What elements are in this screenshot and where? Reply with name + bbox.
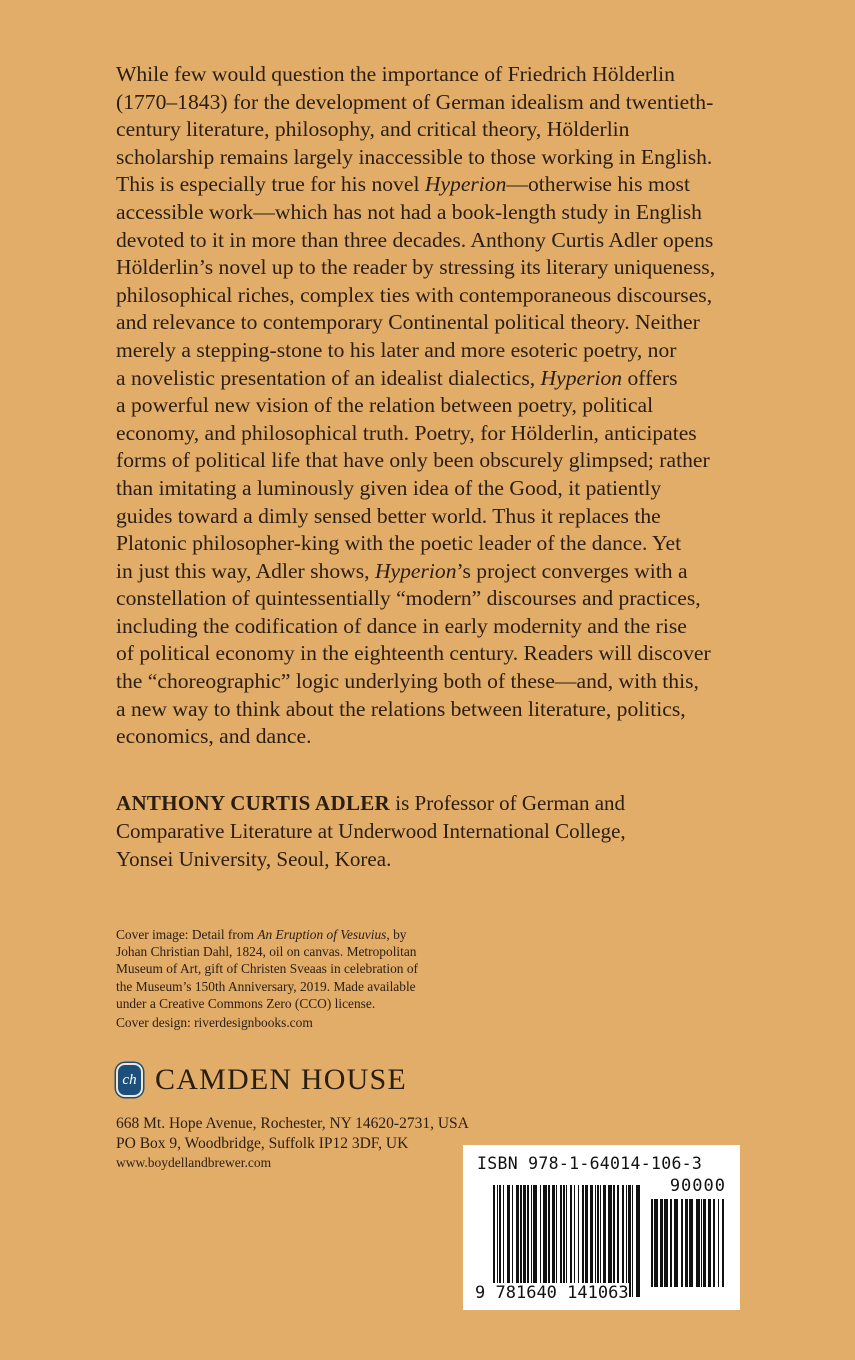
barcode-bar <box>503 1185 504 1297</box>
italic-title: Hyperion <box>374 558 457 583</box>
bio-text: is Professor of German and <box>390 791 626 815</box>
description-line <box>116 282 715 310</box>
barcode-bar <box>597 1185 599 1297</box>
text-segment: than imitating a luminously given idea of the Good, it patiently <box>116 475 662 500</box>
description-line <box>116 447 715 475</box>
digit-group: 141063 <box>567 1283 629 1303</box>
barcode-digits <box>475 1283 629 1303</box>
description-line <box>116 309 715 337</box>
barcode-bar <box>701 1199 702 1287</box>
text-segment: a powerful new vision of the relation between poetry, political <box>116 393 654 418</box>
description-line <box>116 420 715 448</box>
barcode-bar <box>685 1199 688 1287</box>
description-line <box>116 530 715 558</box>
isbn-barcode <box>463 1145 740 1310</box>
barcode-bar <box>600 1185 601 1297</box>
description-line <box>116 337 715 365</box>
barcode-bar <box>507 1185 510 1297</box>
bio-text: Yonsei University, Seoul, Korea. <box>116 847 392 871</box>
description-line <box>116 61 715 89</box>
description-line <box>116 696 715 724</box>
author-name: ANTHONY CURTIS ADLER <box>116 791 391 815</box>
italic-title: Hyperion <box>424 172 507 197</box>
text-segment: Hölderlin’s novel up to the reader by stressing its literary uniqueness, <box>116 255 716 280</box>
barcode-bar <box>556 1185 557 1297</box>
credit-text: the Museum’s 150th Anniversary, 2019. Made available <box>116 978 416 994</box>
text-segment: a novelistic presentation of an idealist dialectics, <box>116 365 541 390</box>
barcode-bar <box>497 1185 498 1297</box>
text-segment: While few would question the importance of Friedrich Hölderlin <box>116 62 675 86</box>
description-line <box>116 144 715 172</box>
description-line <box>116 89 715 117</box>
description-line <box>116 392 715 420</box>
text-segment: ’s project converges with a <box>456 558 688 583</box>
barcode-bar <box>636 1185 640 1297</box>
barcode-bar <box>654 1199 658 1287</box>
barcode-bar <box>689 1199 693 1287</box>
address-line: 668 Mt. Hope Avenue, Rochester, NY 14620-2731, USA <box>116 1115 469 1132</box>
text-segment: Platonic philosopher-king with the poetic leader of the dance. Yet <box>116 531 682 556</box>
author-bio <box>116 789 626 873</box>
barcode-bar <box>523 1185 526 1297</box>
description-line <box>116 116 715 144</box>
text-segment: (1770–1843) for the development of German idealism and twentieth- <box>116 89 714 114</box>
lead-digit: 9 <box>475 1283 486 1303</box>
barcode-bar <box>499 1185 501 1297</box>
description-line <box>116 585 715 613</box>
description-line <box>116 254 715 282</box>
barcode-bar <box>574 1185 575 1297</box>
barcode-bar <box>628 1185 631 1297</box>
painting-title: An Eruption of Vesuvius <box>257 927 387 942</box>
barcode-bar <box>540 1185 541 1297</box>
text-segment: This is especially true for his novel <box>116 172 425 197</box>
text-segment: economics, and dance. <box>116 724 312 749</box>
text-segment: economy, and philosophical truth. Poetry, for Hölderlin, anticipates <box>116 420 697 445</box>
credit-text: under a Creative Commons Zero (CCO) license. <box>116 995 376 1011</box>
description-line <box>116 613 715 641</box>
barcode-bar <box>626 1185 627 1297</box>
barcode-bar <box>664 1199 668 1287</box>
bio-text: Comparative Literature at Underwood International College, <box>116 819 626 843</box>
barcode-bar <box>713 1199 715 1287</box>
camden-house-logo-icon: ch <box>116 1063 143 1097</box>
barcode-bar <box>582 1185 584 1297</box>
text-segment: scholarship remains largely inaccessible to those working in English. <box>116 144 713 169</box>
barcode-bar <box>696 1199 700 1287</box>
barcode-bar <box>674 1199 678 1287</box>
barcode-bar <box>566 1185 567 1297</box>
barcode-bar <box>681 1199 683 1287</box>
text-segment: century literature, philosophy, and critical theory, Hölderlin <box>116 117 630 142</box>
italic-title: Hyperion <box>540 365 623 390</box>
digit-group: 781640 <box>495 1283 557 1303</box>
barcode-bar <box>590 1185 593 1297</box>
description-line <box>116 723 715 751</box>
barcode-bar <box>516 1185 519 1297</box>
barcode-bar <box>578 1185 579 1297</box>
description-line <box>116 503 715 531</box>
text-segment: and relevance to contemporary Continental political theory. Neither <box>116 310 700 335</box>
barcode-bar <box>651 1199 653 1287</box>
barcode-bar <box>617 1185 619 1297</box>
barcode-bar <box>613 1185 615 1297</box>
text-segment: of political economy in the eighteenth century. Readers will discover <box>116 641 711 666</box>
barcode-bar <box>531 1185 532 1297</box>
text-segment: merely a stepping-stone to his later and more esoteric poetry, nor <box>116 337 677 362</box>
credit-text: Johan Christian Dahl, 1824, oil on canvas. Metropolitan <box>116 944 417 960</box>
publisher-website: www.boydellandbrewer.com <box>116 1155 272 1170</box>
barcode-bar <box>543 1185 547 1297</box>
credit-text: Museum of Art, gift of Christen Sveaas in celebration of <box>116 961 418 977</box>
text-segment: —otherwise his most <box>506 172 690 197</box>
description-line <box>116 365 715 393</box>
barcode-bar <box>660 1199 663 1287</box>
text-segment: including the codification of dance in early modernity and the rise <box>116 613 687 638</box>
barcode-bar <box>533 1185 537 1297</box>
barcode-bar <box>563 1185 565 1297</box>
barcode-bar <box>527 1185 529 1297</box>
barcode-bar <box>603 1185 606 1297</box>
barcode-bar <box>703 1199 706 1287</box>
text-segment: a new way to think about the relations between literature, politics, <box>116 696 686 721</box>
barcode-bar <box>595 1185 596 1297</box>
barcode-bar <box>512 1185 513 1297</box>
description-line <box>116 558 715 586</box>
text-segment: in just this way, Adler shows, <box>116 558 375 583</box>
barcode-bar <box>585 1185 588 1297</box>
credit-text: Cover image: Detail from <box>116 927 258 942</box>
barcode-bar <box>552 1185 555 1297</box>
text-segment: philosophical riches, complex ties with contemporaneous discourses, <box>116 282 713 307</box>
text-segment: offers <box>622 365 678 390</box>
price-addon: 90000 <box>669 1176 726 1196</box>
description-line <box>116 668 715 696</box>
text-segment: constellation of quintessentially “modern” discourses and practices, <box>116 586 701 611</box>
barcode-bar <box>718 1199 719 1287</box>
text-segment: guides toward a dimly sensed better world. Thus it replaces the <box>116 503 661 528</box>
credit-text: , by <box>386 927 407 942</box>
isbn-text: ISBN 978-1-64014-106-3 <box>477 1154 703 1173</box>
barcode-bar <box>570 1185 572 1297</box>
address-line: PO Box 9, Woodbridge, Suffolk IP12 3DF, UK <box>116 1134 409 1152</box>
description-line <box>116 640 715 668</box>
text-segment: accessible work—which has not had a book-length study in English <box>116 199 702 224</box>
barcode-bar <box>632 1185 633 1297</box>
description-line <box>116 227 715 255</box>
barcode-bar <box>493 1185 495 1297</box>
description-line <box>116 475 715 503</box>
description-line <box>116 171 715 199</box>
text-segment: devoted to it in more than three decades. Anthony Curtis Adler opens <box>116 227 714 252</box>
barcode-bar <box>670 1199 672 1287</box>
text-segment: forms of political life that have only been obscurely glimpsed; rather <box>116 448 710 473</box>
text-segment: the “choreographic” logic underlying both of these—and, with this, <box>116 669 699 694</box>
barcode-bar <box>722 1199 724 1287</box>
barcode-bar <box>520 1185 522 1297</box>
publisher-address <box>116 1114 469 1173</box>
barcode-bar <box>548 1185 550 1297</box>
barcode-bar <box>560 1185 562 1297</box>
barcode-bar <box>608 1185 612 1297</box>
cover-design-credit: Cover design: riverdesignbooks.com <box>116 1015 313 1030</box>
description-line <box>116 199 715 227</box>
barcode-bar <box>708 1199 711 1287</box>
book-description <box>116 61 715 751</box>
publisher-logo <box>116 1063 407 1097</box>
cover-image-credit <box>116 926 516 1012</box>
publisher-name: CAMDEN HOUSE <box>155 1063 407 1096</box>
barcode-bar <box>622 1185 624 1297</box>
